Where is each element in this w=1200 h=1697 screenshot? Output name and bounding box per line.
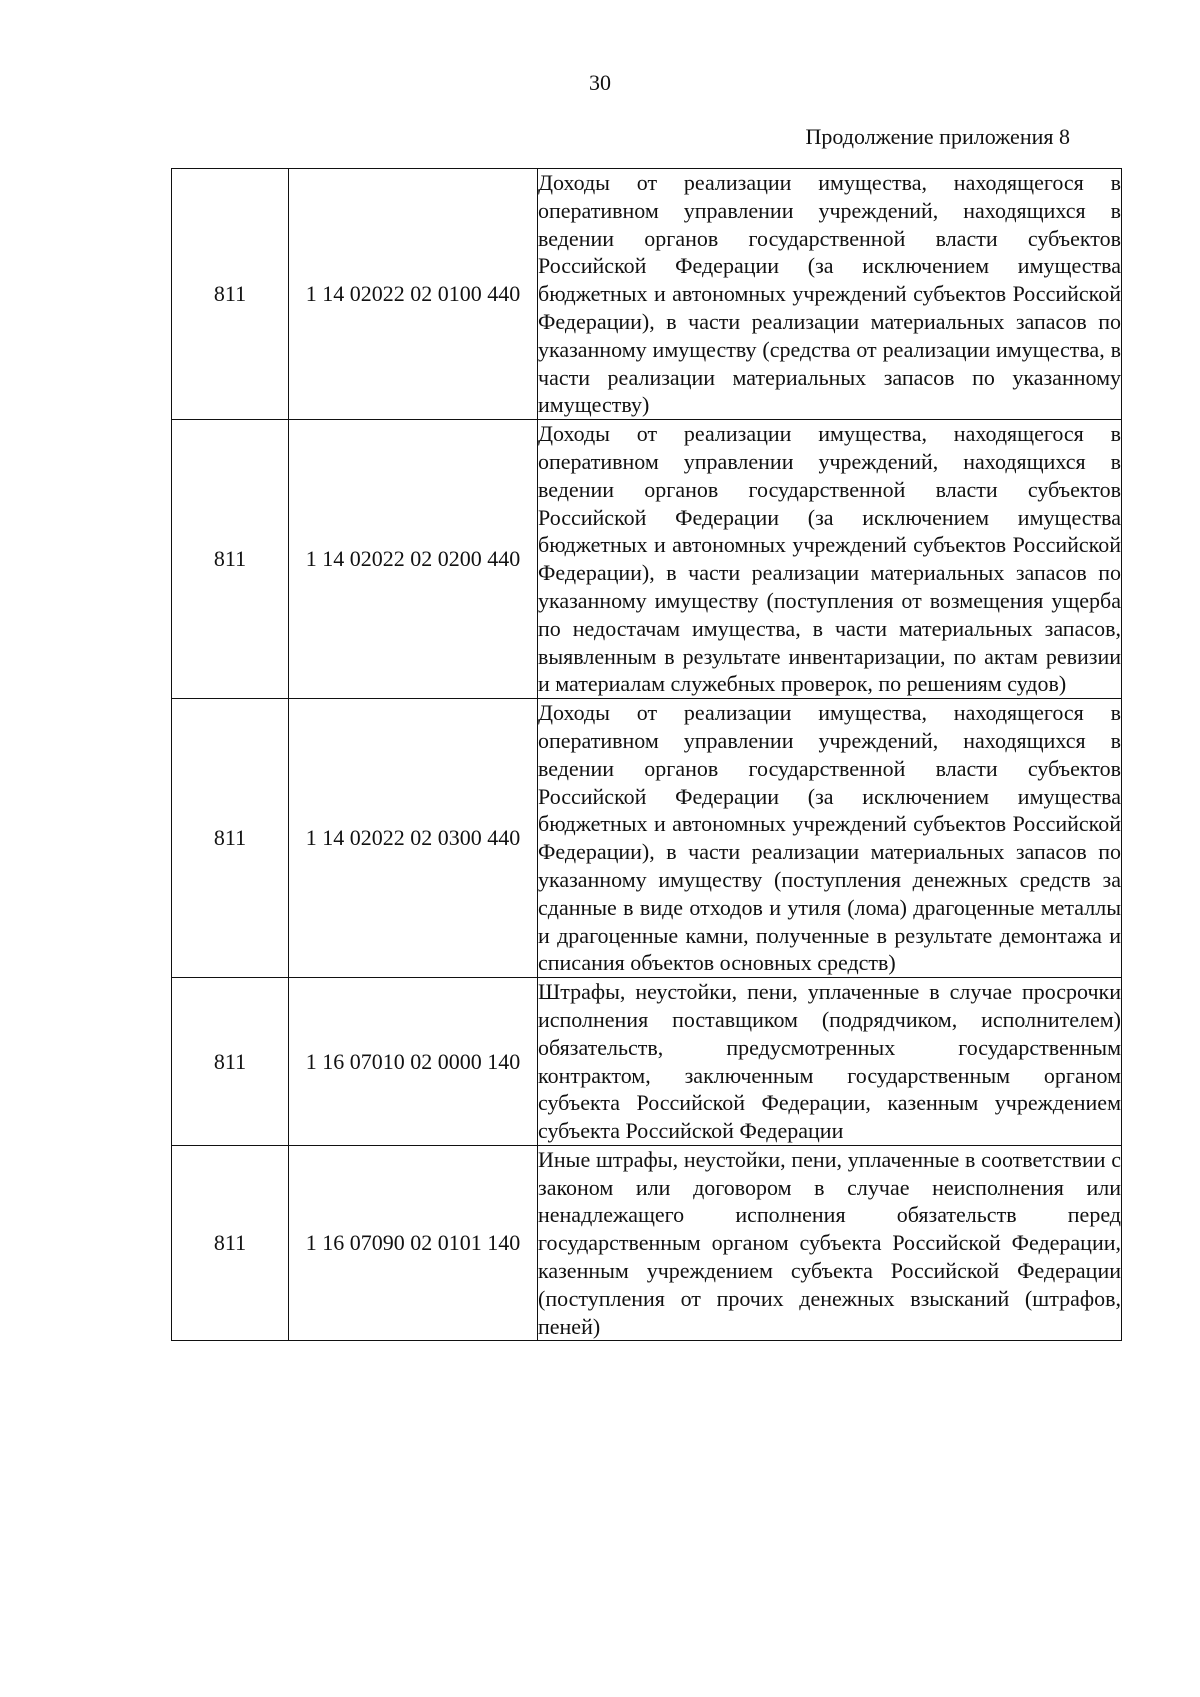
administrator-code-cell: 811 — [172, 1145, 289, 1341]
table-row — [172, 978, 1122, 1146]
revenue-description-cell: Доходы от реализации имущества, находящегося в оперативном управлении учреждений, находящихся в ведении органов государственной власти субъектов Российской Федерации (за исключением имущества бюджетных и автономных учреждений субъектов Российской Федерации), в части реализации материальных запасов по указанному имуществу (средства от реализации имущества, в части реализации материальных запасов по указанному имуществу) — [538, 169, 1122, 420]
continuation-header: Продолжение приложения 8 — [805, 124, 1070, 149]
administrator-code-cell: 811 — [172, 978, 289, 1146]
administrator-code-cell: 811 — [172, 420, 289, 699]
administrator-code-cell: 811 — [172, 169, 289, 420]
table-row — [172, 1145, 1122, 1341]
budget-classification-code-cell: 1 16 07010 02 0000 140 — [289, 978, 538, 1146]
budget-classification-code-cell: 1 14 02022 02 0200 440 — [289, 420, 538, 699]
revenue-description-cell: Штрафы, неустойки, пени, уплаченные в случае просрочки исполнения поставщиком (подрядчиком, исполнителем) обязательств, предусмотренных государственным контрактом, заключенным государственным органом субъекта Российской Федерации, казенным учреждением субъекта Российской Федерации — [538, 978, 1122, 1146]
table-row — [172, 699, 1122, 978]
revenue-codes-table — [171, 168, 1122, 1341]
page-number: 30 — [589, 70, 611, 95]
budget-classification-code-cell: 1 14 02022 02 0100 440 — [289, 169, 538, 420]
revenue-description-cell: Доходы от реализации имущества, находящегося в оперативном управлении учреждений, находящихся в ведении органов государственной власти субъектов Российской Федерации (за исключением имущества бюджетных и автономных учреждений субъектов Российской Федерации), в части реализации материальных запасов по указанному имуществу (поступления от возмещения ущерба по недостачам имущества, в части материальных запасов, выявленным в результате инвентаризации, по актам ревизии и материалам служебных проверок, по решениям судов) — [538, 420, 1122, 699]
administrator-code-cell: 811 — [172, 699, 289, 978]
revenue-description-cell: Иные штрафы, неустойки, пени, уплаченные в соответствии с законом или договором в случае неисполнения или ненадлежащего исполнения обязательств перед государственным органом субъекта Российской Федерации, казенным учреждением субъекта Российской Федерации (поступления от прочих денежных взысканий (штрафов, пеней) — [538, 1145, 1122, 1341]
budget-classification-code-cell: 1 16 07090 02 0101 140 — [289, 1145, 538, 1341]
table-row — [172, 169, 1122, 420]
table-row — [172, 420, 1122, 699]
revenue-description-cell: Доходы от реализации имущества, находящегося в оперативном управлении учреждений, находящихся в ведении органов государственной власти субъектов Российской Федерации (за исключением имущества бюджетных и автономных учреждений субъектов Российской Федерации), в части реализации материальных запасов по указанному имуществу (поступления денежных средств за сданные в виде отходов и утиля (лома) драгоценные металлы и драгоценные камни, полученные в результате демонтажа и списания объектов основных средств) — [538, 699, 1122, 978]
budget-classification-code-cell: 1 14 02022 02 0300 440 — [289, 699, 538, 978]
